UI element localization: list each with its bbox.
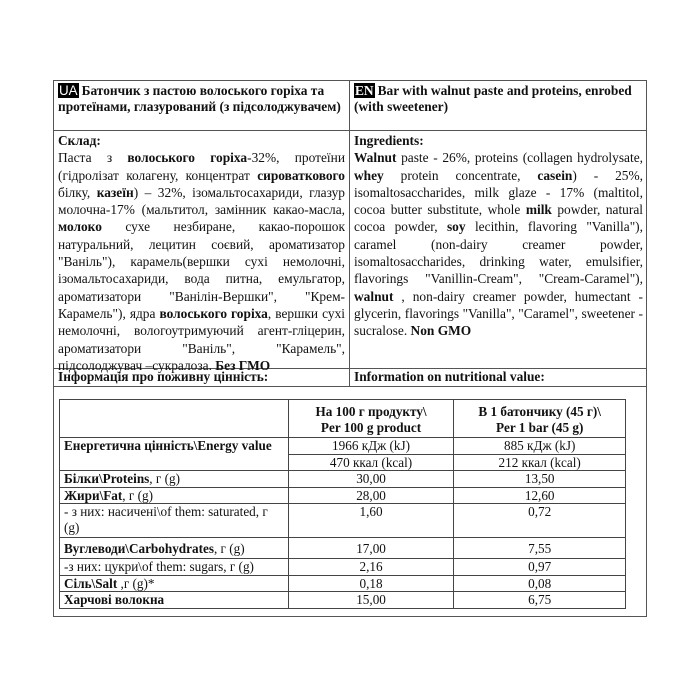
- header-per-bar: [454, 400, 626, 438]
- nutrition-table-header: [60, 400, 626, 438]
- allergen-highlight: soy: [446, 219, 466, 235]
- ingredient-text: -32%, протеїни (гідролізат колагену, концентрат: [58, 150, 345, 183]
- value-per-100g: 470 ккал (kcal): [288, 454, 454, 471]
- allergen-highlight: Walnut: [354, 150, 397, 166]
- value-per-bar: 12,60: [454, 487, 626, 504]
- allergen-highlight: сироваткового: [257, 167, 345, 183]
- nutrient-label: Вуглеводи\Carbohydrates, г (g): [60, 538, 289, 559]
- nutrient-label: Сіль\Salt ,г (g)*: [60, 575, 289, 592]
- ingredient-text: powder, natural cocoa powder,: [354, 202, 643, 235]
- title-ua: [54, 83, 349, 115]
- nutrient-label: Харчові волокна: [60, 592, 289, 609]
- lang-badge-ua: UA: [59, 83, 78, 98]
- value-per-bar: 212 ккал (kcal): [454, 454, 626, 471]
- value-per-100g: 0,18: [288, 575, 454, 592]
- ingredient-text: paste - 26%, proteins (collagen hydrolysate,: [396, 150, 643, 166]
- ingredients-en-text: [354, 149, 643, 339]
- title-en: [350, 83, 647, 115]
- allergen-highlight: walnut: [354, 288, 394, 304]
- value-per-100g: 17,00: [288, 538, 454, 559]
- ingredients-en: [350, 132, 647, 340]
- nutrition-row: [60, 538, 626, 559]
- value-per-100g: 1,60: [288, 504, 454, 538]
- nutrition-row: [60, 575, 626, 592]
- nutrition-row: [60, 592, 626, 609]
- value-per-bar: 7,55: [454, 538, 626, 559]
- value-per-100g: 30,00: [288, 471, 454, 488]
- ingredient-text: protein concentrate,: [383, 167, 538, 183]
- allergen-highlight: волоського горіха: [127, 150, 248, 166]
- ingredients-ua-text: [58, 149, 345, 374]
- nutrition-heading-en: Information on nutritional value:: [354, 369, 545, 384]
- value-per-100g: 28,00: [288, 487, 454, 504]
- allergen-highlight: milk: [525, 202, 552, 218]
- nutrition-row: [60, 559, 626, 576]
- nutrient-label: -з них: цукри\of them: sugars, г (g): [60, 559, 289, 576]
- nutrition-row: [60, 438, 626, 455]
- value-per-bar: 13,50: [454, 471, 626, 488]
- ingredients-ua: [54, 132, 349, 374]
- header-per-bar-line2: Per 1 bar (45 g): [495, 419, 584, 435]
- nutrition-table: [59, 399, 626, 609]
- allergen-highlight: молоко: [58, 219, 102, 235]
- ingredient-text: , вершки сухі немолочні, вологоутримуючий агент-гліцерин, ароматизатори "Ваніль", "Карамель", підсолоджувач –сукралоза.: [58, 305, 345, 373]
- lang-badge-en: EN: [355, 83, 374, 98]
- ingredient-text: білку,: [58, 184, 97, 200]
- value-per-100g: 1966 кДж (kJ): [288, 438, 454, 455]
- header-label-col: [60, 400, 289, 438]
- allergen-highlight: Без ГМО: [215, 357, 271, 373]
- value-per-bar: 6,75: [454, 592, 626, 609]
- ingredient-text: Паста з: [58, 150, 128, 166]
- ingredient-text: ) – 32%, ізомальтосахариди, глазур молочна-17% (мальтитол, замінник какао-масла,: [58, 184, 345, 218]
- header-per-bar-line1: В 1 батончику (45 г)\: [478, 404, 601, 419]
- allergen-highlight: whey: [354, 167, 384, 183]
- allergen-highlight: Non GMO: [410, 323, 472, 339]
- nutrient-label: - з них: насичені\of them: saturated, г (g): [60, 504, 289, 538]
- header-per-100g: [288, 400, 454, 438]
- ingredient-text: , non-dairy creamer powder, humectant - glycerin, flavorings "Vanilla", "Caramel", sweetener - sucralose.: [354, 288, 643, 339]
- allergen-highlight: casein: [537, 167, 573, 183]
- nutrition-heading-ua: Інформація про поживну цінність:: [58, 369, 269, 384]
- header-per-100g-line1: На 100 г продукту\: [315, 404, 427, 419]
- ingredient-text: ) - 25%, isomaltosaccharides, milk glaze - 17% (maltitol, cocoa butter substitute, whole: [354, 167, 643, 218]
- allergen-highlight: казеїн: [96, 184, 134, 200]
- value-per-bar: 885 кДж (kJ): [454, 438, 626, 455]
- value-per-bar: 0,72: [454, 504, 626, 538]
- allergen-highlight: волоського горіха: [159, 305, 268, 321]
- nutrition-row: [60, 504, 626, 538]
- header-per-100g-line2: Per 100 g product: [320, 419, 422, 435]
- ingredients-en-heading: Ingredients:: [354, 133, 424, 148]
- nutrient-label: Білки\Proteins, г (g): [60, 471, 289, 488]
- title-en-text: Bar with walnut paste and proteins, enrobed (with sweetener): [354, 83, 632, 114]
- ingredient-text: lecithin, flavoring "Vanilla"), caramel (non-dairy creamer powder, isomaltosaccharides, drinking water, emulsifier, flavorings "Vanillin-Cream", "Cream-Caramel"),: [354, 219, 643, 287]
- nutrient-label: Енергетична цінність\Energy value: [60, 438, 289, 471]
- label-frame: [53, 80, 647, 617]
- value-per-100g: 15,00: [288, 592, 454, 609]
- value-per-100g: 2,16: [288, 559, 454, 576]
- value-per-bar: 0,97: [454, 559, 626, 576]
- nutrition-row: [60, 487, 626, 504]
- nutrient-label: Жири\Fat, г (g): [60, 487, 289, 504]
- ingredients-ua-heading: Склад:: [58, 133, 101, 148]
- divider-header: [54, 130, 646, 131]
- nutrition-row: [60, 471, 626, 488]
- value-per-bar: 0,08: [454, 575, 626, 592]
- title-ua-text: Батончик з пастою волоського горіха та протеїнами, глазурований (з підсолоджувачем): [58, 83, 341, 114]
- ingredient-text: сухе незбиране, какао-порошок натуральний, лецитин соєвий, ароматизатор "Ваніль"), карамель(вершки сухі немолочні, ізомальтосахариди, вода питна, емульгатор, ароматизатори "Ванілін-Вершки", "Крем-Карамель"), ядра: [58, 219, 345, 321]
- divider-nutrition-heading: [54, 386, 646, 387]
